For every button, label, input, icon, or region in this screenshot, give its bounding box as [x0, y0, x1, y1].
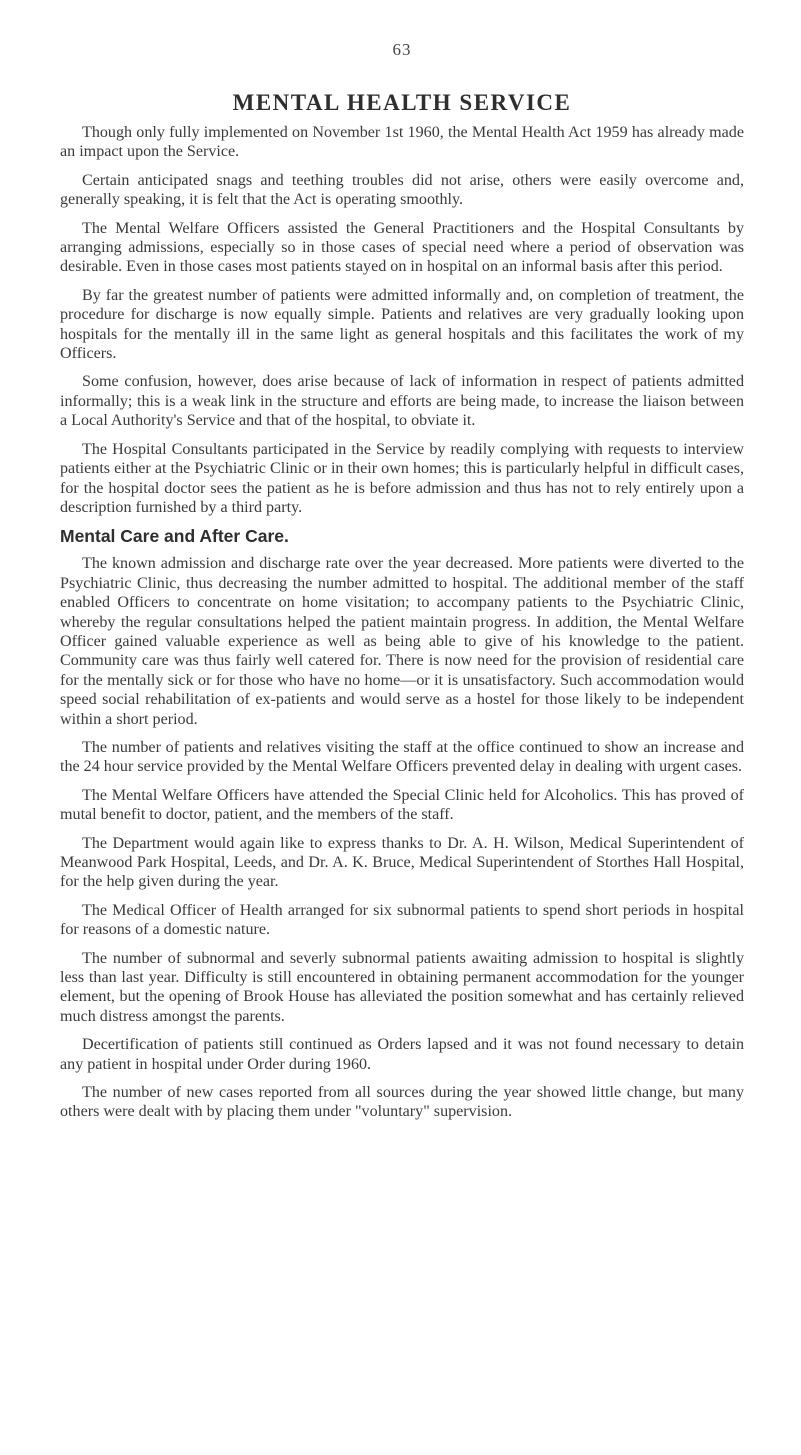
paragraph: The number of patients and relatives visiting the staff at the office continued to show an increase and the 24 hour service provided by the Mental Welfare Officers prevented delay in dealing with urgent cases. [60, 738, 744, 776]
after-care-section [60, 554, 744, 1122]
paragraph: The Hospital Consultants participated in the Service by readily complying with requests to interview patients either at the Psychiatric Clinic or in their own homes; this is particularly helpful in difficult cases, for the hospital doctor sees the patient as he is before admission and thus has not to rely entirely upon a description furnished by a third party. [60, 440, 744, 516]
paragraph: The Mental Welfare Officers assisted the General Practitioners and the Hospital Consultants by arranging admissions, especially so in those cases of special need where a period of observation was desirable. Even in those cases most patients stayed on in hospital on an informal basis after this period. [60, 219, 744, 276]
paragraph: Certain anticipated snags and teething troubles did not arise, others were easily overcome and, generally speaking, it is felt that the Act is operating smoothly. [60, 171, 744, 209]
paragraph: The Department would again like to express thanks to Dr. A. H. Wilson, Medical Superintendent of Meanwood Park Hospital, Leeds, and Dr. A. K. Bruce, Medical Superintendent of Storthes Hall Hospital, for the help given during the year. [60, 834, 744, 891]
paragraph: The known admission and discharge rate over the year decreased. More patients were diverted to the Psychiatric Clinic, thus decreasing the number admitted to hospital. The additional member of the staff enabled Officers to concentrate on home visitation; to accompany patients to the Psychiatric Clinic, whereby the regular consultations helped the patient maintain progress. In addition, the Mental Welfare Officer gained valuable experience as well as being able to give of his knowledge to the patient. Community care was thus fairly well catered for. There is now need for the provision of residential care for the mentally sick or for those who have no home—or it is unsatisfactory. Such accommodation would speed social rehabilitation of ex-patients and would serve as a hostel for those likely to be independent within a short period. [60, 555, 744, 728]
paragraph: Though only fully implemented on November 1st 1960, the Mental Health Act 1959 has already made an impact upon the Service. [60, 124, 744, 161]
paragraph: Decertification of patients still continued as Orders lapsed and it was not found necessary to detain any patient in hospital under Order during 1960. [60, 1036, 744, 1073]
page-title: MENTAL HEALTH SERVICE [232, 90, 572, 115]
intro-section [60, 123, 744, 517]
paragraph: Some confusion, however, does arise because of lack of information in respect of patients admitted informally; this is a weak link in the structure and efforts are being made, to increase the liaison between a Local Authority's Service and that of the hospital, to obviate it. [60, 373, 744, 430]
page-number: 63 [392, 40, 412, 59]
paragraph: The number of subnormal and severly subnormal patients awaiting admission to hospital is slightly less than last year. Difficulty is still encountered in obtaining permanent accommodation for the younger element, but the opening of Brook House has alleviated the position somewhat and has certainly relieved much distress amongst the parents. [60, 949, 744, 1025]
paragraph: The Mental Welfare Officers have attended the Special Clinic held for Alcoholics. This has proved of mutal benefit to doctor, patient, and the members of the staff. [60, 786, 744, 824]
paragraph: The Medical Officer of Health arranged for six subnormal patients to spend short periods in hospital for reasons of a domestic nature. [60, 901, 744, 939]
document-page [60, 40, 744, 1131]
paragraph: The number of new cases reported from all sources during the year showed little change, but many others were dealt with by placing them under "voluntary" supervision. [60, 1084, 744, 1121]
paragraph: By far the greatest number of patients were admitted informally and, on completion of treatment, the procedure for discharge is now equally simple. Patients and relatives are very gradually looking upon hospitals for the mentally ill in the same light as general hospitals and this facilitates the work of my Officers. [60, 286, 744, 363]
section-heading: Mental Care and After Care. [60, 526, 289, 547]
